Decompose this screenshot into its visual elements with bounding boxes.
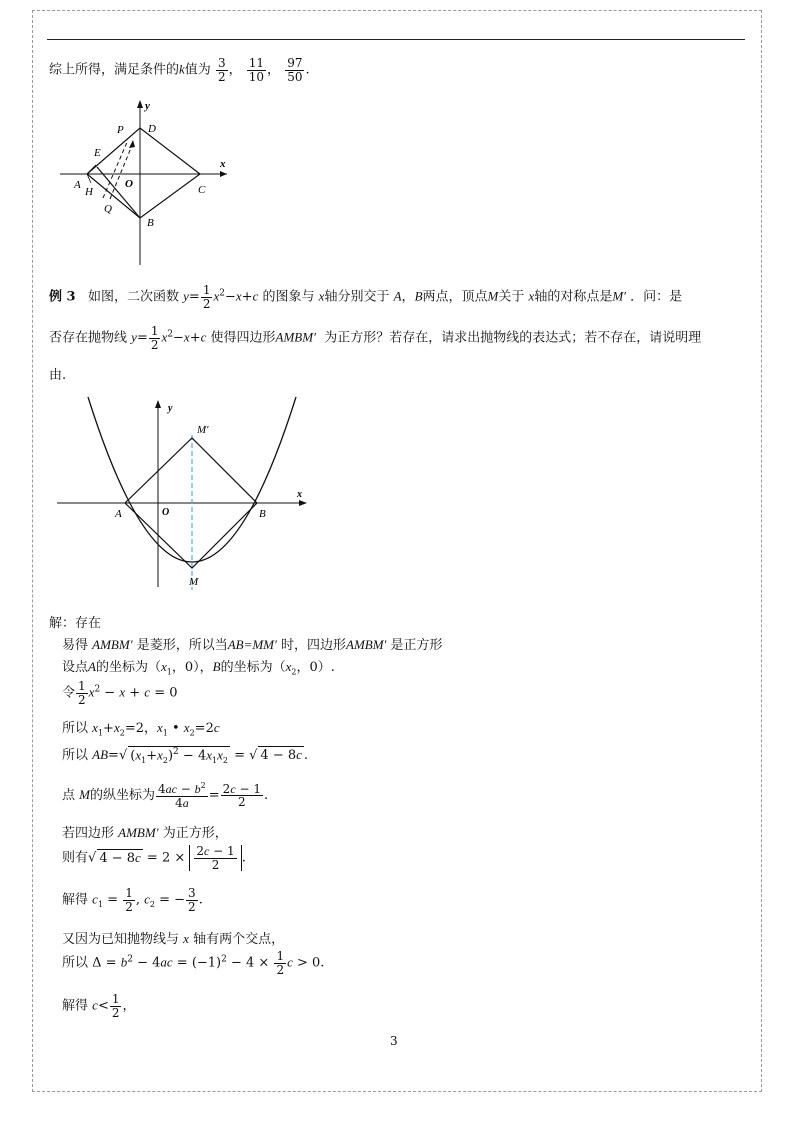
figure-rhombus [55,95,240,270]
solution-line-12: 解得 c< $\frac{1}{2}$ ， [62,992,136,1020]
solution-line-6: 点 M的纵坐标为 $\frac{4ac - b^2}{4a}$ = $\frac{2c - 1}{2}$ . [62,781,269,810]
label-y: y [145,100,150,112]
solution-line-11: 所以 $\Delta = b^2 - 4ac = (-1)^2 - 4$ × $\frac{1}{2}$ c > 0. [62,949,325,977]
example-line-1: 例 3 如图，二次函数 y= $\frac{1}{2}$ $x^2-x+c$ 的图象与 x轴分别交于 A，B两点，顶点M关于 x轴的对称点是M′ ．问：是 [49,283,683,311]
solution-line-5: 所以 AB=√ $(x_1+x_2)^2 - 4x_1x_2$ = √ 4 − 8c . [62,746,309,765]
label-M: M [189,576,199,588]
x-axis-arrow [299,500,307,506]
label-x: x [297,489,302,500]
solution-heading: 解：存在 [49,616,102,631]
label-A: A [74,179,81,191]
example-line-2: 否存在抛物线 y= $\frac{1}{2}$ $x^2-x+c$ 使得四边形AMBM′ 为正方形？若存在，请求出抛物线的表达式；若不存在，请说明理 [49,324,702,352]
solution-line-10: 又因为已知抛物线与 x 轴有两个交点， [62,931,285,947]
label-C: C [198,184,206,196]
y-axis-arrow [155,400,161,408]
solution-line-1: 易得 AMBM′ 是菱形，所以当AB=MM′ 时，四边形AMBM′ 是正方形 [62,637,443,653]
fraction-97-50: $\frac{97}{50}$ [287,56,303,84]
solution-line-7: 若四边形 AMBM′ 为正方形， [62,825,228,841]
figure-parabola [55,395,315,595]
solution-line-2: 设点A的坐标为（$x_1$，0），B的坐标为（$x_2$，0）. [62,659,335,677]
label-B: B [259,508,266,520]
label-E: E [94,147,101,159]
solution-line-4: 所以 $x_1+x_2=2$，$x_1$ • $x_2=2c$ [62,720,220,738]
dashed-arrowhead [129,140,135,148]
y-axis-arrow [137,100,143,108]
solution-line-8: 则有√ 4 − 8c = 2 × $\frac{2c - 1}{2}$ . [62,844,246,872]
label-B: B [147,217,154,229]
solution-line-9: 解得 $c_1$ = $\frac{1}{2}$ , $c_2$ = − $\frac{3}{2}$ . [62,886,203,914]
label-x: x [220,158,226,170]
label-O: O [162,507,170,518]
label-P: P [117,124,124,136]
fraction-11-10: $\frac{11}{10}$ [248,56,265,84]
label-A: A [115,508,122,520]
fraction-3-2: $\frac{3}{2}$ [217,56,226,84]
page-number: 3 [390,1034,398,1048]
label-Mp: M′ [197,424,209,436]
label-y: y [168,403,173,414]
example-line-3: 由. [49,368,67,383]
header-rule [47,39,745,40]
example-label: 例 3 [49,289,76,305]
label-Q: Q [104,203,112,215]
label-D: D [148,123,156,135]
segment-AE [87,165,96,174]
conclusion-line: 综上所得，满足条件的k值为 $\frac{3}{2}$ ， $\frac{11}{10}$ ， $\frac{97}{50}$ . [49,56,310,84]
solution-line-3: 令 $\frac{1}{2}$ $x^2 - x + c = 0$ [62,679,178,707]
label-O: O [125,178,133,190]
label-H: H [85,186,93,198]
x-axis-arrow [220,171,227,177]
